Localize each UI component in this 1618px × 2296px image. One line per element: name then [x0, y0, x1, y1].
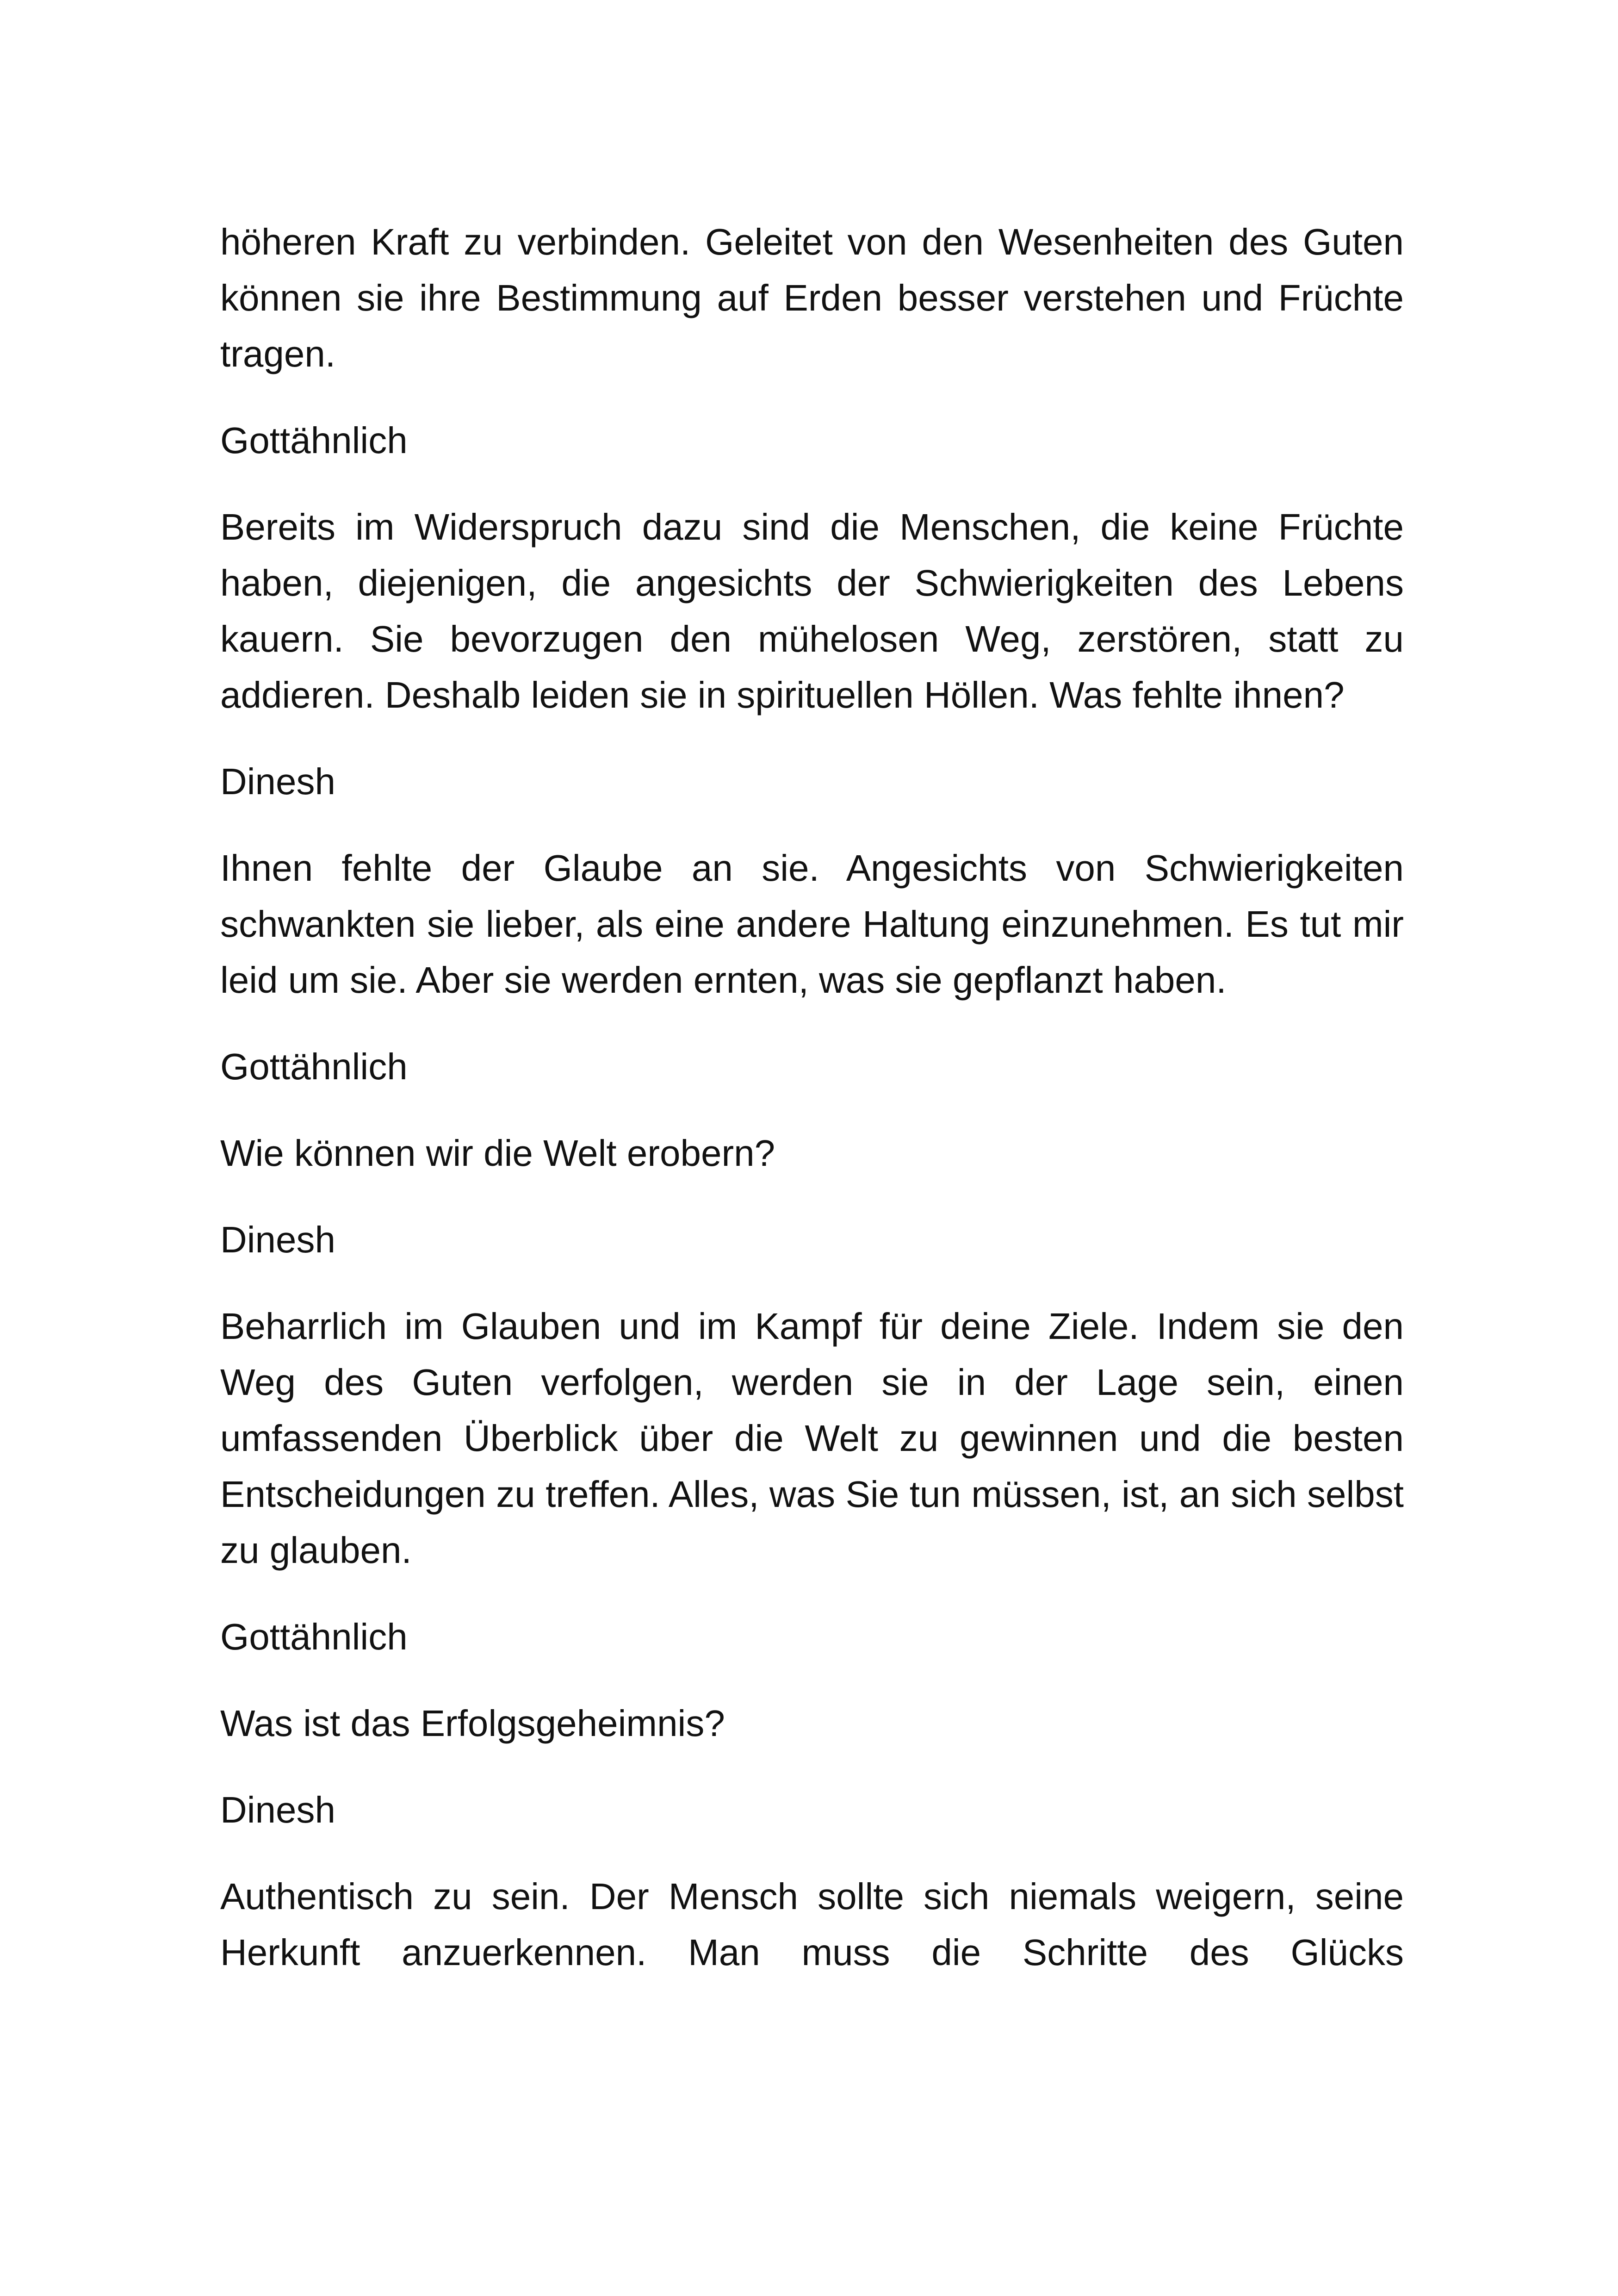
paragraph: Bereits im Widerspruch dazu sind die Menschen, die keine Früchte haben, diejenigen, die angesichts der Schwierigkeiten des Lebens kauern. Sie bevorzugen den mühelosen Weg, zerstören, statt zu addieren. Deshalb leiden sie in spirituellen Höllen. Was fehlte ihnen?	[220, 506, 1404, 716]
document-body	[220, 214, 1404, 2011]
paragraph: Authentisch zu sein. Der Mensch sollte sich niemals weigern, seine Herkunft anzuerkennen. Man muss die Schritte des Glücks	[220, 1876, 1404, 1973]
paragraph: Was ist das Erfolgsgeheimnis?	[220, 1703, 725, 1744]
speaker-label: Dinesh	[220, 1789, 336, 1830]
paragraph: Wie können wir die Welt erobern?	[220, 1132, 775, 1174]
speaker-label: Gottähnlich	[220, 420, 408, 461]
speaker-label: Gottähnlich	[220, 1616, 408, 1657]
speaker-label: Dinesh	[220, 761, 336, 802]
paragraph: Ihnen fehlte der Glaube an sie. Angesichts von Schwierigkeiten schwankten sie lieber, als eine andere Haltung einzunehmen. Es tut mir leid um sie. Aber sie werden ernten, was sie gepflanzt haben.	[220, 847, 1404, 1001]
paragraph: höheren Kraft zu verbinden. Geleitet von den Wesenheiten des Guten können sie ihre Bestimmung auf Erden besser verstehen und Früchte tragen.	[220, 221, 1404, 374]
speaker-label: Dinesh	[220, 1219, 336, 1260]
paragraph: Beharrlich im Glauben und im Kampf für deine Ziele. Indem sie den Weg des Guten verfolgen, werden sie in der Lage sein, einen umfassenden Überblick über die Welt zu gewinnen und die besten Entscheidungen zu treffen. Alles, was Sie tun müssen, ist, an sich selbst zu glauben.	[220, 1306, 1404, 1571]
speaker-label: Gottähnlich	[220, 1046, 408, 1087]
